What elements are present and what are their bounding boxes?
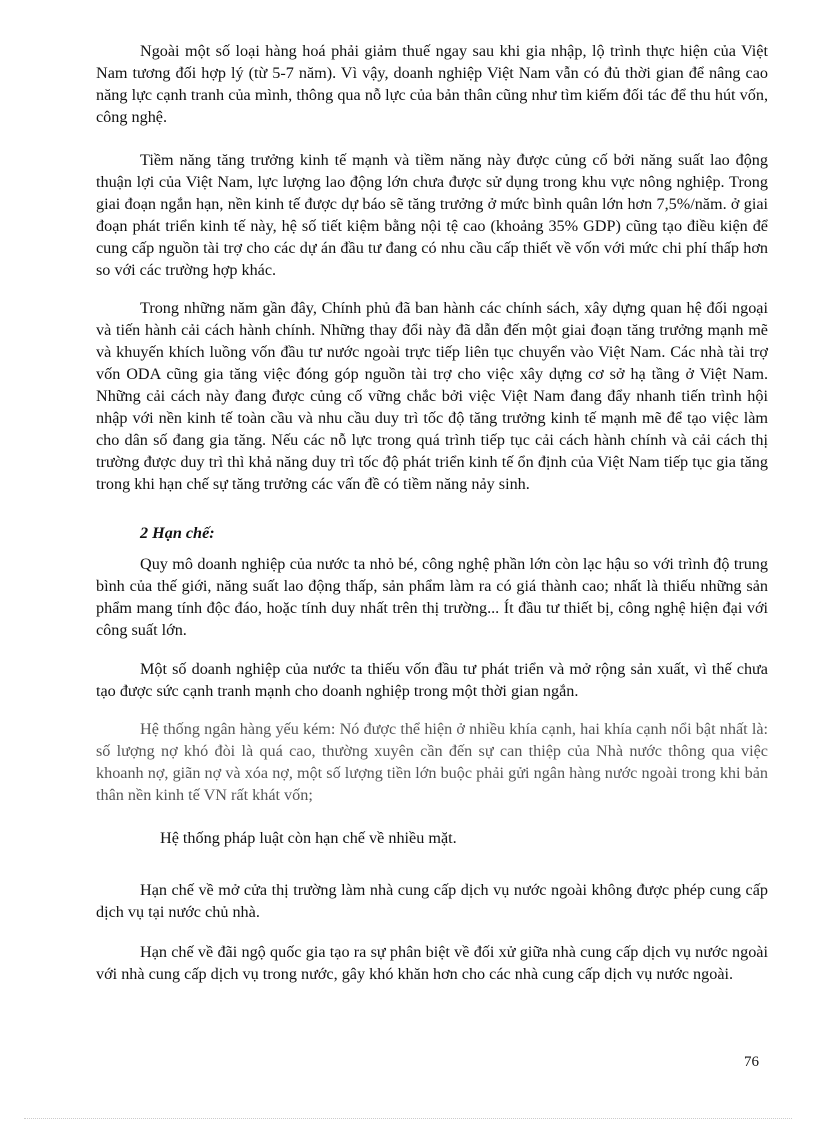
page-number: 76 xyxy=(744,1054,759,1070)
page-bottom-divider xyxy=(24,1118,792,1119)
paragraph-5: Một số doanh nghiệp của nước ta thiếu vốn đầu tư phát triển và mở rộng sản xuất, vì thế chưa tạo được sức cạnh tranh mạnh cho doanh nghiệp trong một thời gian ngắn. xyxy=(96,660,768,700)
paragraph-3: Trong những năm gần đây, Chính phủ đã ban hành các chính sách, xây dựng quan hệ đối ngoại và tiến hành cải cách hành chính. Những thay đổi này đã dẫn đến một giai đoạn tăng trưởng mạnh mẽ và khuyến khích luồng vốn đầu tư nước ngoài trực tiếp liên tục chuyển vào Việt Nam. Các nhà tài trợ vốn ODA cũng gia tăng việc đóng góp nguồn tài trợ cho việc xây dựng cơ sở hạ tầng ở Việt Nam. Những cải cách này đang được củng cố vững chắc bởi việc Việt Nam đang đẩy nhanh tiến trình hội nhập với nền kinh tế toàn cầu và nhu cầu duy trì tốc độ tăng trưởng kinh tế mạnh mẽ để tạo việc làm cho dân số đang gia tăng. Nếu các nỗ lực trong quá trình tiếp tục cải cách hành chính và cải cách thị trường được duy trì thì khả năng duy trì tốc độ phát triển kinh tế ổn định của Việt Nam tiếp tục gia tăng trong khi hạn chế sự tăng trưởng các vấn đề có tiềm năng nảy sinh. xyxy=(96,299,768,493)
paragraph-6: Hệ thống ngân hàng yếu kém: Nó được thể hiện ở nhiều khía cạnh, hai khía cạnh nổi bật nhất là: số lượng nợ khó đòi là quá cao, thường xuyên cần đến sự can thiệp của Nhà nước thông qua việc khoanh nợ, giãn nợ và xóa nợ, một số lượng tiền lớn buộc phải gửi ngân hàng nước ngoài trong khi bản thân nền kinh tế VN rất khát vốn; xyxy=(96,720,768,804)
paragraph-7: Hệ thống pháp luật còn hạn chế về nhiều mặt. xyxy=(160,829,457,847)
paragraph-4: Quy mô doanh nghiệp của nước ta nhỏ bé, công nghệ phần lớn còn lạc hậu so với trình độ trung bình của thế giới, năng suất lao động thấp, sản phẩm làm ra có giá thành cao; nhất là thiếu những sản phẩm mang tính độc đáo, hoặc tính duy nhất trên thị trường... Ít đầu tư thiết bị, công nghệ hiện đại với công suất lớn. xyxy=(96,555,768,639)
paragraph-9: Hạn chế về đãi ngộ quốc gia tạo ra sự phân biệt về đối xử giữa nhà cung cấp dịch vụ nước ngoài với nhà cung cấp dịch vụ trong nước, gây khó khăn hơn cho các nhà cung cấp dịch vụ nước ngoài. xyxy=(96,943,768,983)
paragraph-1: Ngoài một số loại hàng hoá phải giảm thuế ngay sau khi gia nhập, lộ trình thực hiện của Việt Nam tương đối hợp lý (từ 5-7 năm). Vì vậy, doanh nghiệp Việt Nam vẫn có đủ thời gian để nâng cao năng lực cạnh tranh của mình, thông qua nỗ lực của bản thân cũng như tìm kiếm đối tác để thu hút vốn, công nghệ. xyxy=(96,42,768,126)
paragraph-2: Tiềm năng tăng trưởng kinh tế mạnh và tiềm năng này được củng cố bởi năng suất lao động thuận lợi của Việt Nam, lực lượng lao động lớn chưa được sử dụng trong khu vực nông nghiệp. Trong giai đoạn ngắn hạn, nền kinh tế được dự báo sẽ tăng trưởng ở mức bình quân lớn hơn 7,5%/năm. ở giai đoạn phát triển kinh tế này, hệ số tiết kiệm bằng nội tệ cao (khoảng 35% GDP) cũng tạo điều kiện để cung cấp nguồn tài trợ cho các dự án đầu tư đang có nhu cầu cấp thiết về vốn với mức chi phí thấp hơn so với các trường hợp khác. xyxy=(96,151,768,279)
section-heading: 2 Hạn chế: xyxy=(140,524,215,542)
paragraph-8: Hạn chế về mở cửa thị trường làm nhà cung cấp dịch vụ nước ngoài không được phép cung cấp dịch vụ tại nước chủ nhà. xyxy=(96,881,768,921)
